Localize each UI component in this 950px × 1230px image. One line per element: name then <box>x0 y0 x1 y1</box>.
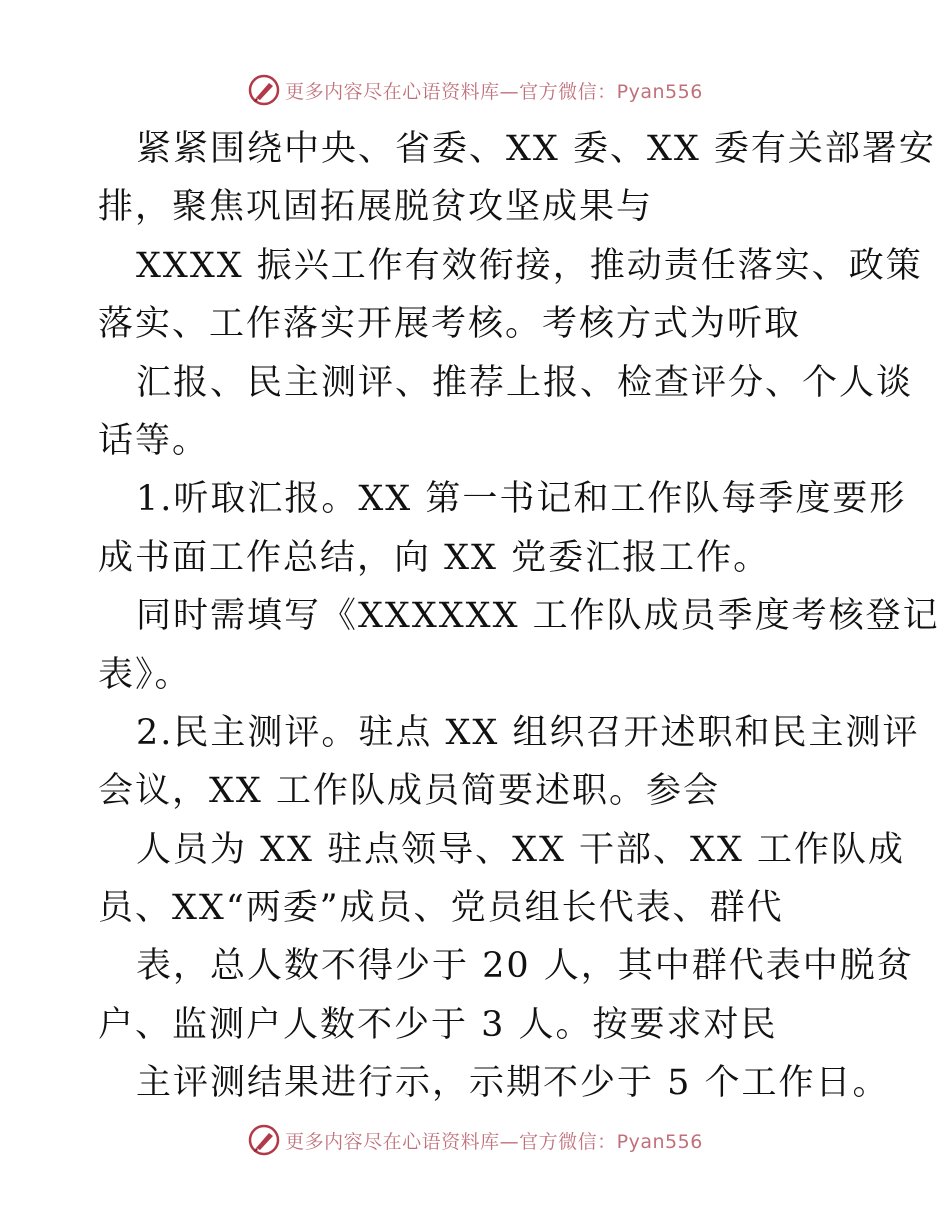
paragraph-line: 户、监测户人数不少于 3 人。按要求对民 <box>98 1004 778 1045</box>
pen-logo-icon <box>247 1123 281 1157</box>
footer-watermark <box>0 1120 950 1160</box>
paragraph-line: 落实、工作落实开展考核。考核方式为听取 <box>98 304 802 345</box>
paragraph-line: 主评测结果进行示，示期不少于 5 个工作日。 <box>136 1063 890 1104</box>
paragraph-line: 成书面工作总结，向 XX 党委汇报工作。 <box>98 537 771 578</box>
paragraph-line: 1.听取汇报。XX 第一书记和工作队每季度要形 <box>136 479 907 520</box>
pen-logo-icon <box>247 73 281 107</box>
paragraph-line: 员、XX“两委”成员、党员组长代表、群代 <box>98 888 784 929</box>
paragraph-line: 同时需填写《XXXXXX 工作队成员季度考核登记 <box>136 596 940 637</box>
paragraph-line: 表，总人数不得少于 20 人，其中群代表中脱贫 <box>136 946 914 987</box>
paragraph-line: 紧紧围绕中央、省委、XX 委、XX 委有关部署安 <box>136 129 936 169</box>
paragraph-line: 汇报、民主测评、推荐上报、检查评分、个人谈 <box>136 362 914 403</box>
paragraph-line: XXXX 振兴工作有效衔接，推动责任落实、政策 <box>136 245 923 286</box>
watermark-text: 更多内容尽在心语资料库—官方微信：Pyan556 <box>285 80 703 103</box>
paragraph-line: 话等。 <box>98 420 210 461</box>
paragraph-line: 人员为 XX 驻点领导、XX 干部、XX 工作队成 <box>136 829 906 870</box>
watermark-text: 更多内容尽在心语资料库—官方微信：Pyan556 <box>285 1130 703 1153</box>
paragraph-line: 表》。 <box>98 654 192 695</box>
header-watermark <box>0 70 950 110</box>
document-body <box>98 120 940 1113</box>
paragraph-line: 2.民主测评。驻点 XX 组织召开述职和民主测评 <box>136 712 920 753</box>
paragraph-line: 会议，XX 工作队成员简要述职。参会 <box>98 771 720 812</box>
paragraph-line: 排，聚焦巩固拓展脱贫攻坚成果与 <box>98 187 654 228</box>
